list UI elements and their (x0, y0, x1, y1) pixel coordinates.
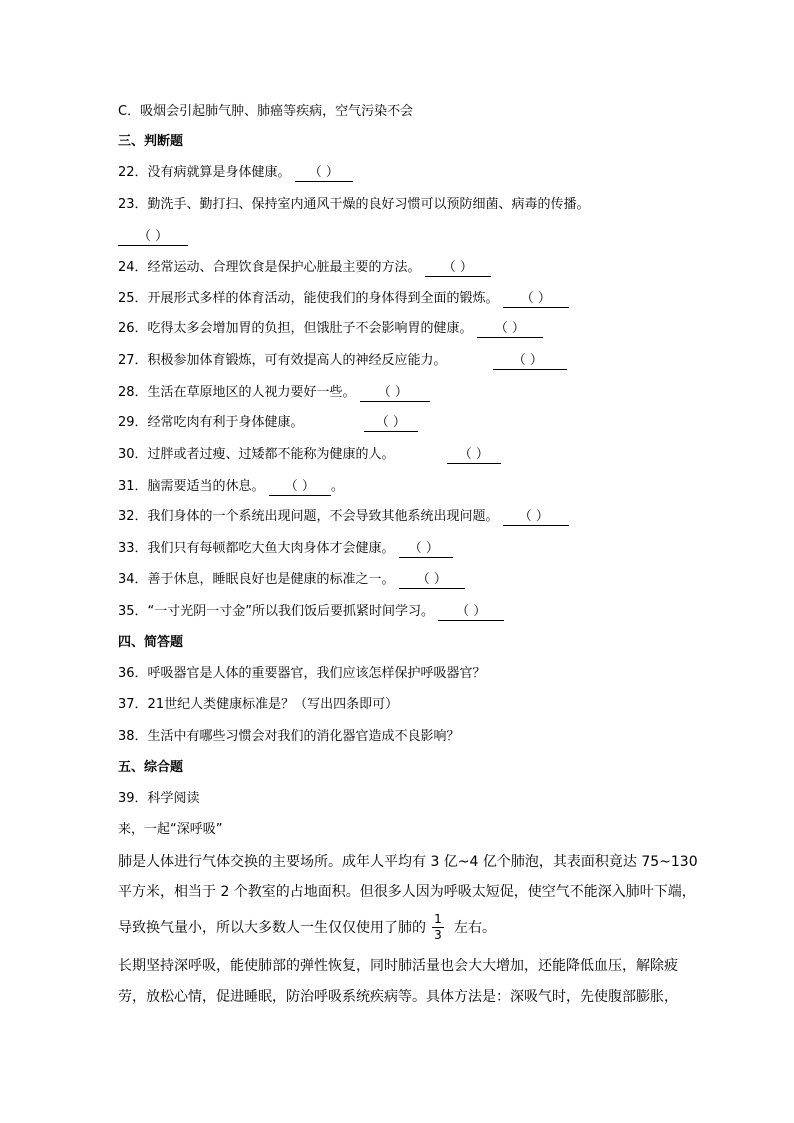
question-33 (118, 540, 453, 558)
answer-blank[interactable]: （ ） (503, 509, 569, 526)
passage-line: 肺是人体进行气体交换的主要场所。成年人平均有 3 亿~4 亿个肺泡，其表面积竟达 75~130 (118, 854, 698, 870)
answer-blank[interactable]: （ ） (425, 260, 491, 277)
answer-blank[interactable]: （ ） (399, 572, 465, 589)
question-36: 36．呼吸器官是人体的重要器官，我们应该怎样保护呼吸器官？ (118, 666, 486, 681)
question-23: 23．勤洗手、勤打扫、保持室内通风干燥的良好习惯可以预防细菌、病毒的传播。 (118, 197, 590, 212)
question-27 (118, 352, 567, 370)
question-text: 34．善于休息，睡眠良好也是健康的标准之一。 (118, 572, 395, 587)
question-32 (118, 508, 569, 526)
answer-blank[interactable]: （ ） (503, 291, 569, 308)
question-37: 37．21世纪人类健康标准是？（写出四条即可） (118, 697, 399, 712)
question-23-answer (118, 228, 188, 246)
answer-blank[interactable]: （ ） (364, 415, 418, 432)
question-22 (118, 164, 353, 182)
question-31 (118, 478, 344, 496)
answer-blank[interactable]: （ ） (269, 479, 331, 496)
passage-line: 左右。 (454, 920, 496, 936)
question-text: 35．“一寸光阴一寸金”所以我们饭后要抓紧时间学习。 (118, 604, 435, 619)
question-text: 22．没有病就算是身体健康。 (118, 165, 291, 180)
question-28 (118, 384, 430, 402)
question-text: 31．脑需要适当的休息。 (118, 479, 265, 494)
question-text: 27．积极参加体育锻炼，可有效提高人的神经反应能力。 (118, 353, 447, 368)
passage-line: 平方米，相当于 2 个教室的占地面积。但很多人因为呼吸太短促，使空气不能深入肺叶下端， (118, 884, 696, 900)
option-c: C．吸烟会引起肺气肿、肺癌等疾病，空气污染不会 (118, 104, 414, 119)
question-26 (118, 320, 543, 338)
answer-blank[interactable]: （ ） (295, 165, 353, 182)
answer-blank[interactable]: （ ） (493, 353, 567, 370)
reading-subtitle: 来，一起“深呼吸” (118, 822, 223, 837)
fraction-denominator: 3 (434, 928, 442, 942)
question-39-label: 39．科学阅读 (118, 791, 200, 806)
passage-line: 长期坚持深呼吸，能使肺部的弹性恢复，同时肺活量也会大大增加，还能降低血压，解除疲 (118, 958, 678, 974)
fraction-numerator: 1 (434, 912, 442, 926)
question-text: 30．过胖或者过瘦、过矮都不能称为健康的人。 (118, 447, 395, 462)
question-35 (118, 603, 504, 621)
question-text: 25．开展形式多样的体育活动，能使我们的身体得到全面的锻炼。 (118, 291, 499, 306)
question-30 (118, 446, 501, 464)
passage-line: 导致换气量小，所以大多数人一生仅仅使用了肺的 (118, 920, 426, 936)
section-title-judgment: 三、判断题 (118, 134, 184, 149)
answer-blank[interactable]: （ ） (438, 604, 504, 621)
question-text: 24．经常运动、合理饮食是保护心脏最主要的方法。 (118, 260, 421, 275)
section-title-short-answer: 四、简答题 (118, 635, 184, 650)
answer-blank[interactable]: （ ） (118, 229, 188, 246)
question-34 (118, 571, 465, 589)
answer-blank[interactable]: （ ） (399, 541, 453, 558)
question-25 (118, 290, 569, 308)
passage-line: 劳，放松心情，促进睡眠，防治呼吸系统疾病等。具体方法是：深吸气时，先使腹部膨胀， (118, 989, 678, 1005)
answer-blank[interactable]: （ ） (447, 447, 501, 464)
question-text: 29．经常吃肉有利于身体健康。 (118, 415, 304, 430)
answer-blank[interactable]: （ ） (477, 321, 543, 338)
question-suffix: 。 (330, 479, 344, 494)
question-text: 33．我们只有每顿都吃大鱼大肉身体才会健康。 (118, 541, 395, 556)
answer-blank[interactable]: （ ） (360, 385, 430, 402)
question-text: 28．生活在草原地区的人视力要好一些。 (118, 385, 356, 400)
question-29 (118, 414, 418, 432)
fraction-one-third (432, 913, 444, 942)
question-text: 26．吃得太多会增加胃的负担，但饿肚子不会影响胃的健康。 (118, 321, 473, 336)
section-title-comprehensive: 五、综合题 (118, 760, 184, 775)
question-text: 32．我们身体的一个系统出现问题，不会导致其他系统出现问题。 (118, 509, 499, 524)
question-24 (118, 259, 491, 277)
question-38: 38．生活中有哪些习惯会对我们的消化器官造成不良影响？ (118, 729, 460, 744)
